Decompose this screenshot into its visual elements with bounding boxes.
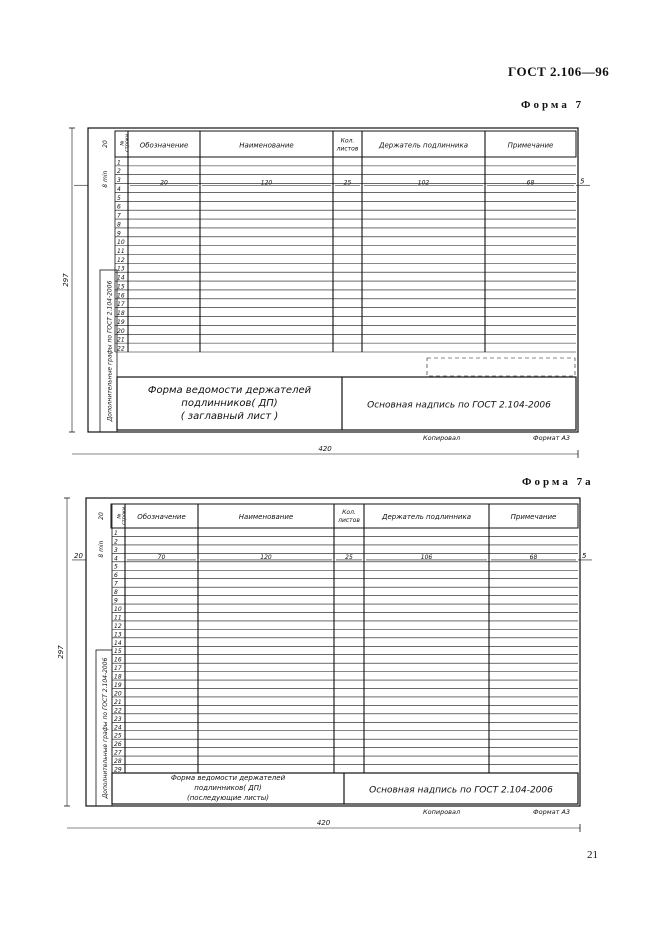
form7-dashed-block	[427, 358, 575, 376]
form7-row-number: 8	[117, 221, 121, 229]
form7a-col-header: Кол.	[342, 509, 356, 517]
form7a-right-margin: 5	[582, 551, 587, 560]
form7a-row-number: 18	[114, 673, 122, 681]
form7-dim-20: 20	[102, 140, 109, 148]
form7a-row-number: 14	[114, 639, 122, 647]
form7-col-header: листов	[336, 145, 359, 153]
form7a-title-left: Форма ведомости держателей	[170, 774, 286, 782]
form7a-col-header: листов	[338, 517, 360, 525]
form7a-row-number: 8	[114, 589, 118, 597]
form7a-row-number: 23	[114, 715, 122, 723]
form7a-column-width: 70	[157, 553, 166, 561]
form7-row-number: 11	[117, 248, 125, 255]
form7a-left-margin: 20	[74, 551, 83, 560]
form7a-width-label: 420	[316, 819, 331, 827]
form7a-dim-20: 20	[98, 512, 105, 520]
form7a-no-header: №	[116, 513, 123, 519]
form7a-row-number: 3	[114, 546, 118, 554]
form7-label: Форма 7	[521, 99, 585, 111]
form7a-row-number: 21	[114, 698, 122, 706]
form7a-row-number: 9	[114, 597, 118, 605]
form7-right-margin: 5	[580, 177, 585, 186]
form7a-row-number: 19	[114, 682, 122, 690]
form7-row-number: 15	[117, 283, 125, 291]
form7-row-number: 20	[117, 327, 125, 335]
form7a-row-number: 15	[114, 648, 122, 656]
form7-column-width: 20	[160, 179, 168, 187]
form7-row-number: 1	[117, 159, 121, 167]
form7a-format: Формат А3	[533, 808, 571, 816]
form7-row-number: 13	[117, 265, 125, 273]
form7a-title-right: Основная надпись по ГОСТ 2.104-2006	[369, 785, 553, 796]
form7a-copied: Копировал	[423, 808, 461, 816]
form7-title-right: Основная надпись по ГОСТ 2.104-2006	[367, 400, 551, 411]
form7-title-left: ( заглавный лист )	[180, 411, 279, 422]
form7-row-number: 9	[117, 230, 121, 238]
form7a-row-number: 11	[114, 614, 122, 622]
form7a-row-number: 25	[114, 732, 122, 740]
form7a-row-number: 20	[114, 690, 122, 698]
form7a-col-header: Наименование	[238, 513, 294, 522]
form7a-row-number: 28	[114, 758, 122, 766]
form7-column-width: 102	[417, 179, 430, 187]
form7a-dim-8min: 8 min	[98, 540, 105, 558]
form7-column-width: 68	[526, 179, 535, 187]
form7a-row-number: 29	[114, 766, 122, 774]
form7-row-number: 18	[117, 310, 125, 318]
form7a-column-width: 106	[420, 553, 433, 561]
form7a-col-header: Держатель подлинника	[382, 513, 471, 522]
form7a-row-number: 13	[114, 631, 122, 639]
form7-row-number: 19	[117, 318, 125, 326]
form7-row-number: 22	[117, 345, 125, 353]
form7-column-width: 120	[260, 179, 273, 187]
form7a-column-width: 68	[529, 553, 538, 561]
form7-row-number: 5	[117, 194, 121, 202]
form7-row-number: 12	[117, 256, 125, 264]
form7a-row-number: 12	[114, 622, 122, 630]
page-number: 21	[587, 849, 598, 861]
form7-side-note: Дополнительные графы по ГОСТ 2.104-2006	[106, 280, 114, 422]
form7a-row-number: 2	[114, 538, 118, 546]
form7a-row-number: 16	[114, 656, 122, 664]
form7a-row-number: 27	[114, 749, 122, 757]
form7a-title-left: подлинников( ДП)	[194, 784, 262, 792]
form7a-row-number: 1	[114, 529, 118, 537]
form7-title-left: подлинников( ДП)	[181, 398, 278, 409]
form7a-row-number: 5	[114, 563, 118, 571]
form7a-side-note: Дополнительные графы по ГОСТ 2.104-2006	[102, 657, 109, 799]
form7-col-header: Кол.	[340, 137, 355, 145]
form7a-row-number: 24	[114, 724, 122, 732]
form7-no-header: строки	[124, 133, 131, 153]
form7-row-number: 14	[117, 274, 125, 282]
form7-col-header: Наименование	[239, 141, 294, 150]
form7a-column-width: 120	[260, 553, 272, 561]
form7-column-width: 25	[343, 179, 352, 187]
form7a-title-left: (последующие листы)	[187, 794, 269, 802]
form7-width-label: 420	[318, 445, 332, 453]
form7-row-number: 7	[117, 212, 121, 220]
form7a-row-number: 17	[114, 665, 122, 673]
form7a-row-number: 4	[114, 555, 118, 563]
form7a-row-number: 22	[114, 707, 122, 715]
form7a-column-width: 25	[345, 553, 353, 561]
form7-height-label: 297	[62, 273, 70, 287]
form7a-height-label: 297	[57, 645, 65, 659]
form7-format: Формат А3	[533, 434, 571, 442]
form7-row-number: 16	[117, 292, 125, 300]
form7-dim-8min: 8 min	[102, 170, 109, 188]
form7-row-number: 4	[117, 185, 121, 193]
form7a-row-number: 10	[114, 605, 122, 613]
form7-col-header: Обозначение	[139, 141, 189, 150]
form7-row-number: 21	[117, 336, 125, 344]
form7-row-number: 10	[117, 239, 125, 247]
form7a-frame	[86, 498, 580, 806]
form7a-label: Форма 7а	[522, 476, 594, 488]
form7a-row-number: 26	[114, 741, 122, 749]
form7a-no-header: строки	[121, 506, 128, 526]
form7-row-number: 2	[117, 168, 121, 176]
form7-title-left: Форма ведомости держателей	[147, 385, 312, 396]
standard-header: ГОСТ 2.106—96	[508, 64, 610, 79]
form7-no-header: №	[119, 140, 126, 146]
form7-row-number: 3	[117, 177, 121, 185]
form7-row-number: 17	[117, 301, 125, 309]
form7-row-number: 6	[117, 203, 121, 211]
form7a-col-header: Обозначение	[137, 513, 186, 522]
form7a-row-number: 7	[114, 580, 118, 588]
form7a-col-header: Примечание	[510, 513, 557, 522]
form7-col-header: Примечание	[507, 141, 554, 150]
form7-copied: Копировал	[423, 434, 461, 442]
form7-col-header: Держатель подлинника	[379, 141, 468, 150]
form7a-row-number: 6	[114, 572, 118, 580]
